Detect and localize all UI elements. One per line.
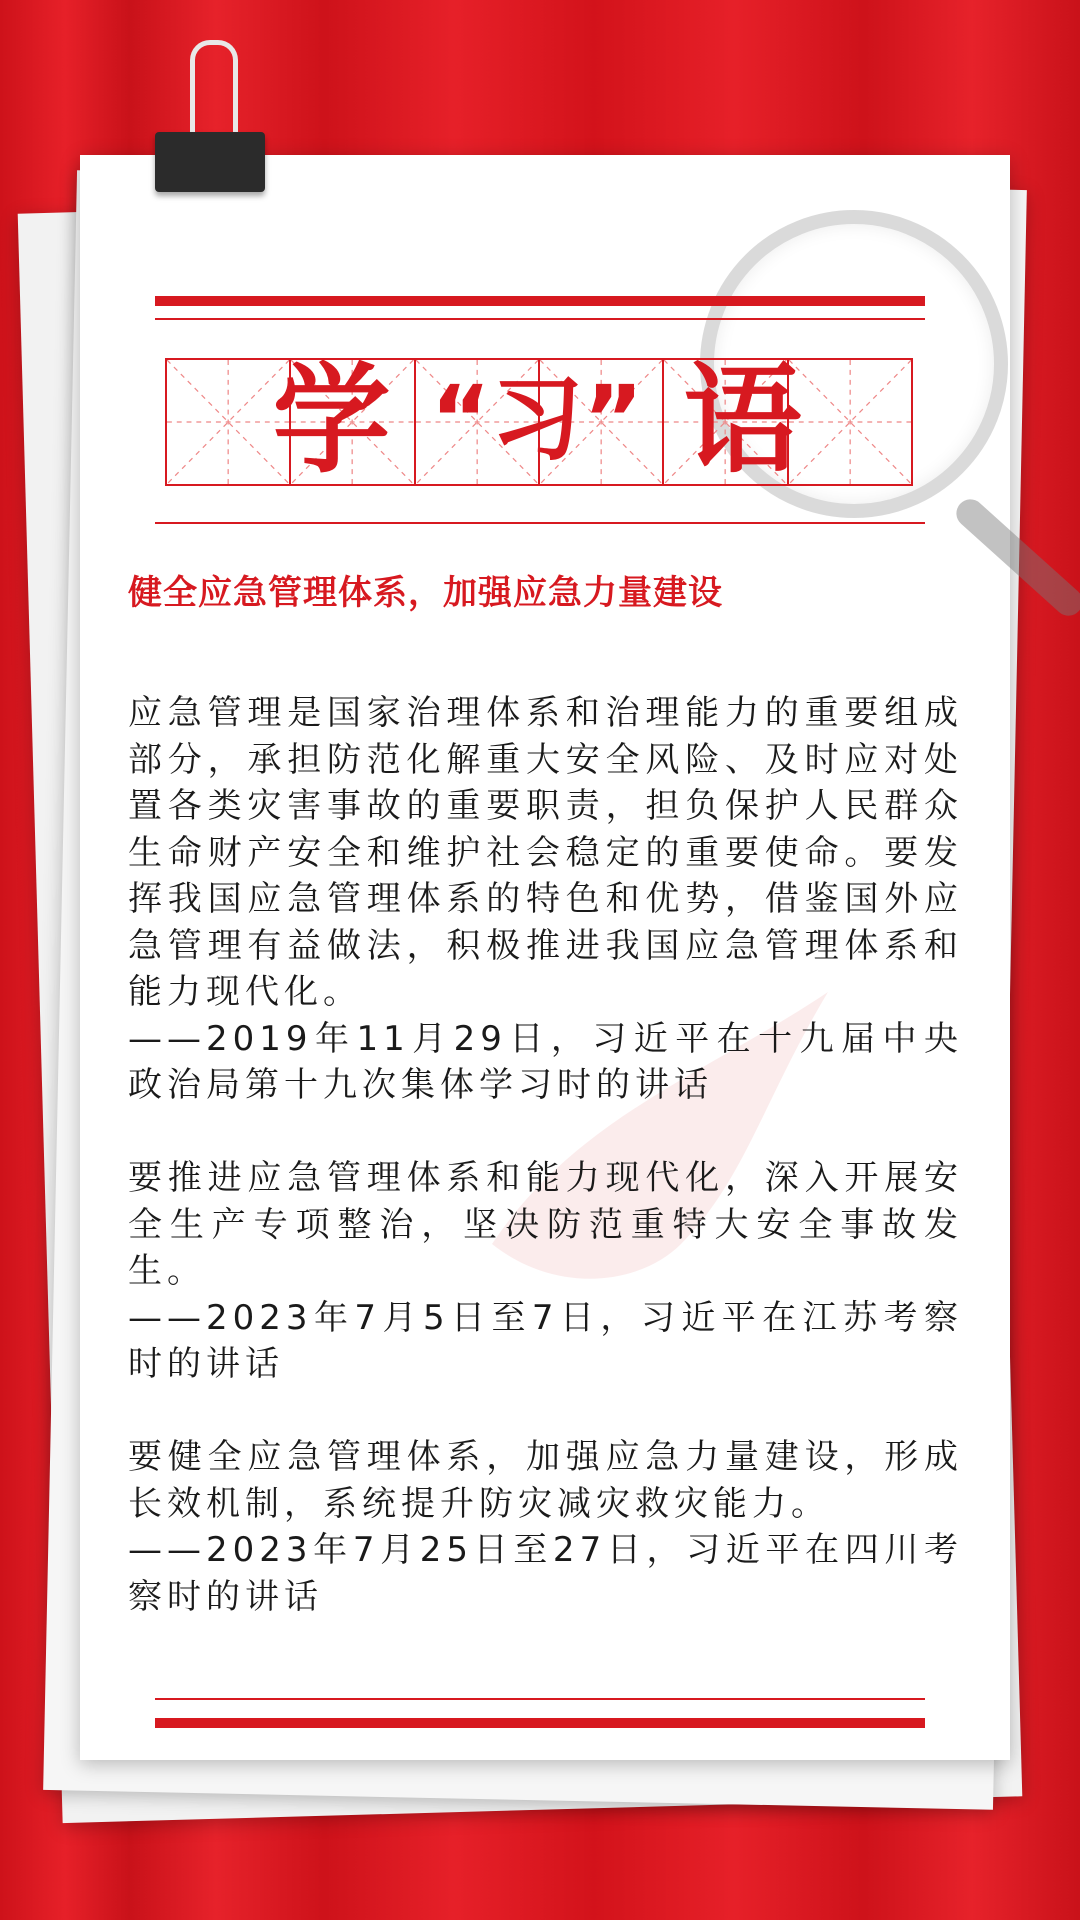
binder-clip-icon	[155, 40, 265, 200]
quote-source: ——2023年7月25日至27日，习近平在四川考察时的讲话	[128, 1530, 963, 1617]
top-rule-thick	[155, 296, 925, 306]
quote-text: 要推进应急管理体系和能力现代化，深入开展安全生产专项整治，坚决防范重特大安全事故发生。	[128, 1158, 963, 1291]
title-char-3: 语	[683, 351, 802, 489]
title-char-1: 学	[272, 351, 391, 489]
quote-block	[128, 1434, 963, 1620]
quote-text: 应急管理是国家治理体系和治理能力的重要组成部分，承担防范化解重大安全风险、及时应对处置各类灾害事故的重要职责，担负保护人民群众生命财产安全和维护社会稳定的重要使命。要发挥我国应急管理体系的特色和优势，借鉴国外应急管理有益做法，积极推进我国应急管理体系和能力现代化。	[128, 693, 963, 1012]
quote-block	[128, 690, 963, 1109]
bottom-rule-thin	[155, 1698, 925, 1700]
quote-text: 要健全应急管理体系，加强应急力量建设，形成长效机制，系统提升防灾减灾救灾能力。	[128, 1437, 963, 1524]
bottom-rule-thick	[155, 1718, 925, 1728]
title-char-2: “习”	[430, 366, 644, 473]
page-title	[165, 351, 909, 489]
quote-source: ——2019年11月29日，习近平在十九届中央政治局第十九次集体学习时的讲话	[128, 1018, 963, 1105]
title-bottom-rule	[155, 522, 925, 524]
top-rule-thin	[155, 318, 925, 320]
quotes-body	[128, 690, 963, 1667]
quote-source: ——2023年7月5日至7日，习近平在江苏考察时的讲话	[128, 1297, 963, 1384]
quote-block	[128, 1155, 963, 1388]
subtitle: 健全应急管理体系，加强应急力量建设	[128, 573, 723, 613]
